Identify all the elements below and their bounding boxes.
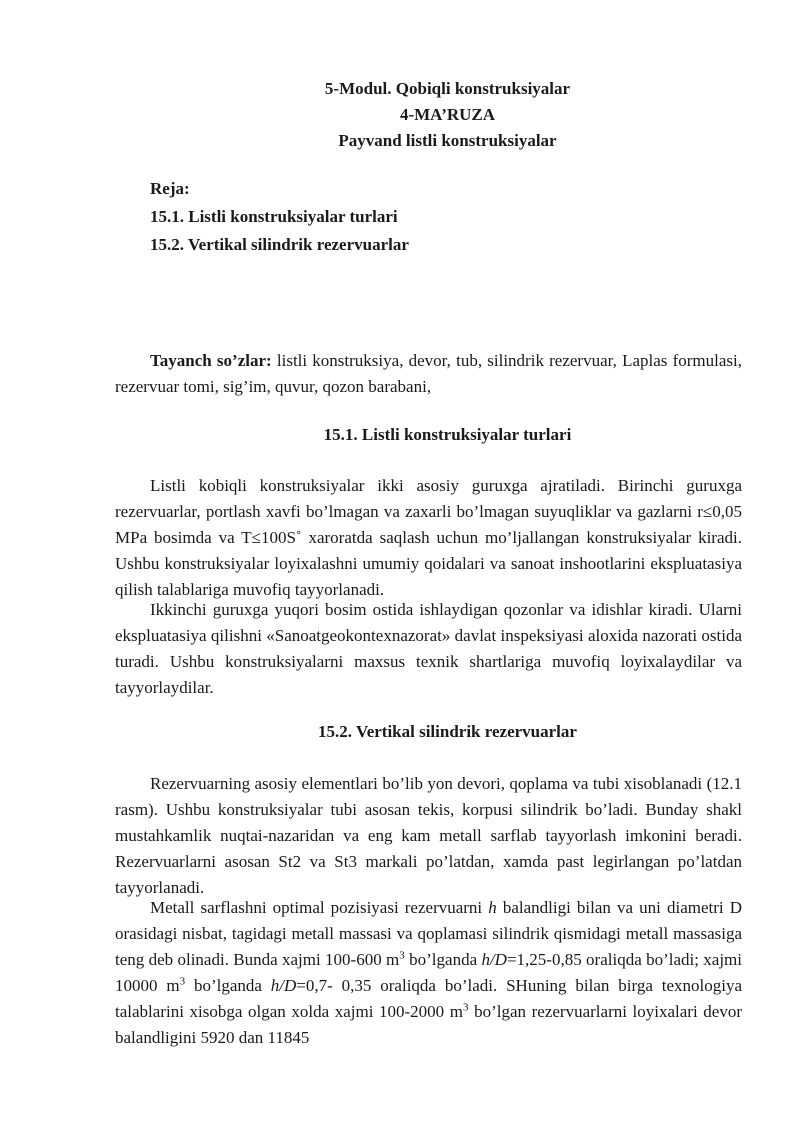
lecture-title: 4-MA’RUZA [399,105,496,124]
keywords-text: listli konstruksiya, devor, tub, silindrik rezervuar, Laplas formulasi, rezervuar tomi, sig’im, quvur, qozon barabani, [115,351,742,396]
p2-sup-1: 3 [399,949,405,962]
p2-text-d: =1,25-0,85 oraliqda bo’ladi; xajmi 10000 m [115,950,743,995]
keywords-paragraph [115,348,742,400]
p2-text-g: bo’lgan rezervuarlarni loyixalari devor balandligini 5920 dan 11845 [115,1002,742,1047]
p2-text-b: balandligi bilan va uni diametri D orasidagi nisbat, tagidagi metall massasi va qoplamasi silindrik qismidagi metall massasiga teng deb olinadi. Bunda xajmi 100-600 m [115,898,742,969]
p2-sup-2: 3 [179,975,186,988]
plan-block [150,175,409,259]
title-block [0,76,800,154]
keywords-label: Tayanch so’zlar: [150,351,272,370]
section-1-heading: 15.1. Listli konstruksiyalar turlari [323,425,572,444]
p2-text-f: =0,7- 0,35 oraliqda bo’ladi. SHuning bilan birga texnologiya talablarini xisobga olgan xolda xajmi 100-2000 m [115,976,742,1021]
p2-text-c: bo’lganda [404,950,482,969]
plan-label: Reja: [150,179,190,198]
section-2-paragraph-2 [115,895,742,1051]
section-2-paragraph-1-text: Rezervuarning asosiy elementlari bo’lib yon devori, qoplama va tubi xisoblanadi (12.1 rasm). Ushbu konstruksiyalar tubi asosan tekis, korpusi silindrik bo’ladi. Bunday shakl mustahkamlik nuqtai-nazaridan va eng kam metall sarflab tayyorlash imkonini beradi. Rezervuarlarni asosan St2 va St3 markali po’latdan, xamda past legirlangan po’latdan tayyorlanadi. [115,774,742,897]
section-2-heading: 15.2. Vertikal silindrik rezervuarlar [318,722,577,741]
section-1-paragraph-1 [115,473,742,603]
p2-text-a: Metall sarflashni optimal pozisiyasi rezervuarni [150,898,489,917]
section-1-paragraph-2 [115,597,742,701]
p2-text-e: bo’lganda [185,976,271,995]
topic-title: Payvand listli konstruksiyalar [338,131,557,150]
section-1-paragraph-1-text: Listli kobiqli konstruksiyalar ikki asosiy guruxga ajratiladi. Birinchi guruxga rezervuarlar, portlash xavfi bo’lmagan va zaxarli bo’lmagan suyuqliklar va gazlarni r≤0,05 MPa bosimda va T≤100S˚ xaroratda saqlash uchun mo’ljallangan konstruksiyalar kiradi. Ushbu konstruksiyalar loyixalashni umumiy qoidalari va sanoat inshootlarini ekspluatasiya qilish talablariga muvofiq tayyorlanadi. [115,476,742,599]
section-1-paragraph-2-text: Ikkinchi guruxga yuqori bosim ostida ishlaydigan qozonlar va idishlar kiradi. Ularni ekspluatasiya qilishni «Sanoatgeokontexnazorat» davlat inspeksiyasi aloxida nazorati ostida turadi. Ushbu konstruksiyalarni maxsus texnik shartlariga muvofiq loyixalaydilar va tayyorlaydilar. [115,600,742,697]
p2-italic-h: h [488,898,497,917]
plan-item-2: 15.2. Vertikal silindrik rezervuarlar [150,235,409,254]
plan-item-1: 15.1. Listli konstruksiyalar turlari [150,207,398,226]
module-title: 5-Modul. Qobiqli konstruksiyalar [324,79,571,98]
section-2-paragraph-1 [115,771,742,901]
p2-italic-hd-2: h/D [270,976,297,995]
p2-sup-3: 3 [463,1001,469,1014]
p2-italic-hd-1: h/D [481,950,507,969]
